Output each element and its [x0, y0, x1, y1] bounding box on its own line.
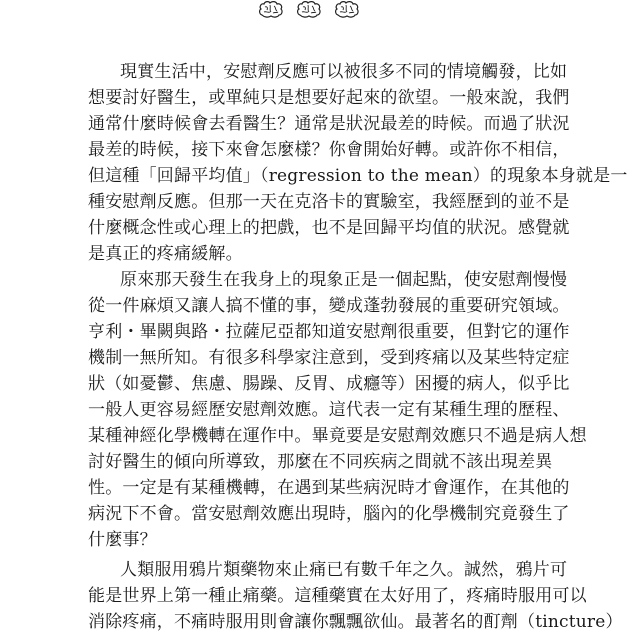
text-line: 狀（如憂鬱、焦慮、腸躁、反胃、成癮等）困擾的病人，似乎比	[88, 374, 570, 394]
text-line: 從一件麻煩又讓人搞不懂的事，變成蓬勃發展的重要研究領域。	[88, 296, 570, 316]
text-line: 什麼概念性或心理上的把戲，也不是回歸平均值的狀況。感覺就	[88, 218, 570, 238]
text-line: 最差的時候，接下來會怎麼樣？你會開始好轉。或許你不相信，	[88, 140, 570, 160]
text-line: 討好醫生的傾向所導致，那麼在不同疾病之間就不該出現差異	[88, 452, 553, 472]
text-line: 種安慰劑反應。但那一天在克洛卡的實驗室，我經歷到的並不是	[88, 192, 570, 212]
text-line: 能是世界上第一種止痛藥。這種藥實在太好用了，疼痛時服用可以	[88, 586, 587, 606]
text-line: 但這種「回歸平均值」（regression to the mean）的現象本身就是一	[88, 166, 628, 186]
brain-icon	[296, 0, 322, 20]
text-line: 消除疼痛，不痛時服用則會讓你飄飄欲仙。最著名的酊劑（tincture）	[88, 612, 623, 632]
chapter-ornament	[258, 0, 360, 20]
text-line: 病況下不會。當安慰劑效應出現時，腦內的化學機制究竟發生了	[88, 504, 570, 524]
text-line: 亨利・畢闕與路・拉薩尼亞都知道安慰劑很重要，但對它的運作	[88, 322, 570, 342]
brain-icon	[258, 0, 284, 20]
text-line: 現實生活中，安慰劑反應可以被很多不同的情境觸發，比如	[120, 62, 568, 82]
brain-icon	[334, 0, 360, 20]
text-line: 通常什麼時候會去看醫生？通常是狀況最差的時候。而過了狀況	[88, 114, 570, 134]
text-line: 機制一無所知。有很多科學家注意到，受到疼痛以及某些特定症	[88, 348, 570, 368]
text-line: 性。一定是有某種機轉，在遇到某些病況時才會運作，在其他的	[88, 478, 570, 498]
text-line: 人類服用鴉片類藥物來止痛已有數千年之久。誠然，鴉片可	[120, 560, 568, 580]
text-line: 一般人更容易經歷安慰劑效應。這代表一定有某種生理的歷程、	[88, 400, 570, 420]
text-line: 原來那天發生在我身上的現象正是一個起點，使安慰劑慢慢	[120, 270, 568, 290]
text-line: 某種神經化學機轉在運作中。畢竟要是安慰劑效應只不過是病人想	[88, 426, 587, 446]
text-line: 什麼事？	[88, 530, 157, 550]
text-line: 是真正的疼痛緩解。	[88, 244, 243, 264]
text-line: 想要討好醫生，或單純只是想要好起來的欲望。一般來說，我們	[88, 88, 570, 108]
